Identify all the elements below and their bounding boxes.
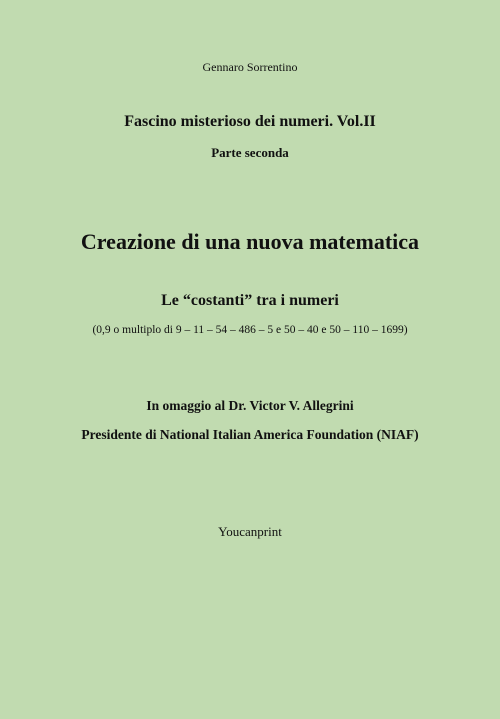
series-title: Fascino misterioso dei numeri. Vol.II xyxy=(124,113,376,130)
dedication-role: Presidente di National Italian America Foundation (NIAF) xyxy=(81,427,419,442)
dedication: In omaggio al Dr. Victor V. Allegrini xyxy=(146,398,354,413)
main-title: Creazione di una nuova matematica xyxy=(80,229,420,254)
part-label: Parte seconda xyxy=(211,145,289,160)
constants-note: (0,9 o multiplo di 9 – 11 – 54 – 486 – 5 e 50 – 40 e 50 – 110 – 1699) xyxy=(92,324,408,336)
subtitle: Le “costanti” tra i numeri xyxy=(161,292,339,309)
author-name: Gennaro Sorrentino xyxy=(202,60,298,74)
publisher-name: Youcanprint xyxy=(218,524,282,539)
